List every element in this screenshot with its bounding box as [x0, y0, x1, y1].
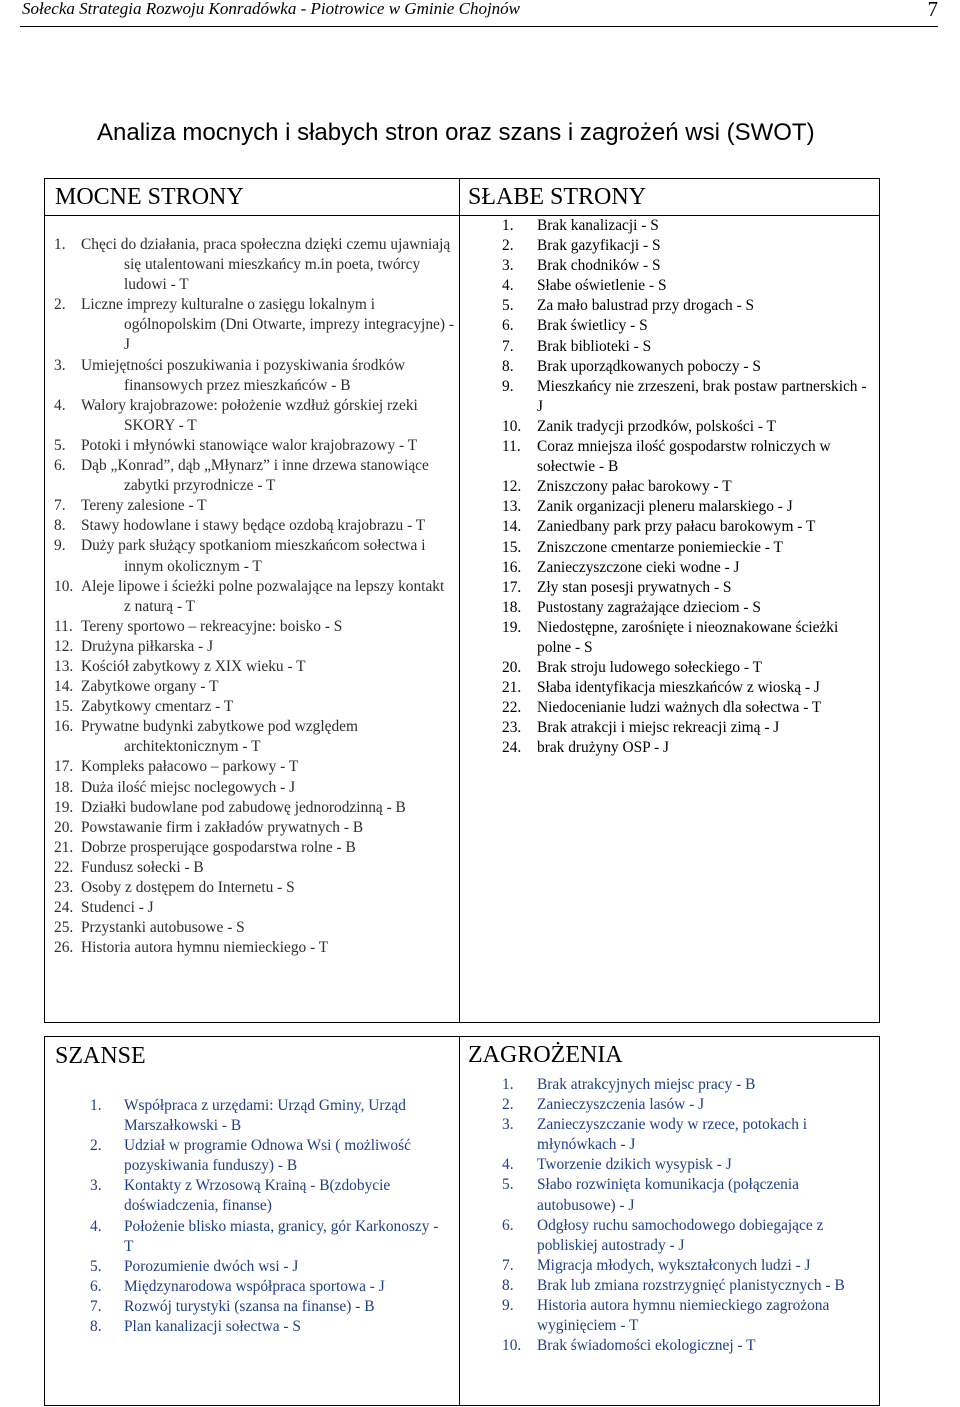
list-item [502, 658, 872, 678]
list-item [54, 798, 454, 818]
list-item-number: 1. [90, 1097, 102, 1114]
list-item-text: Powstawanie firm i zakładów prywatnych - B [81, 818, 364, 836]
list-item-text: Odgłosy ruchu samochodowego dobiegające z pobliskiej autostrady - J [537, 1216, 824, 1254]
list-item-number: 6. [54, 457, 66, 475]
list-item [90, 1217, 450, 1257]
list-item-number: 5. [502, 297, 514, 315]
list-item [502, 698, 872, 718]
list-item-text: Tereny sportowo – rekreacyjne: boisko - S [81, 617, 343, 635]
list-item [502, 558, 872, 578]
list-item [54, 235, 454, 295]
list-item-number: 23. [54, 879, 74, 896]
list-item-number: 14. [502, 518, 522, 536]
list-item [54, 456, 454, 496]
list-item-text: Brak uporządkowanych poboczy - S [537, 357, 761, 375]
list-item [54, 818, 454, 838]
list-item-number: 10. [502, 417, 522, 435]
list-item-text: Zabytkowe organy - T [81, 678, 219, 696]
list-item-text: Mieszkańcy nie zrzeszeni, brak postaw partnerskich - J [537, 377, 867, 415]
list-item [90, 1176, 450, 1216]
list-item-text: Niedocenianie ludzi ważnych dla sołectwa - T [537, 699, 822, 717]
list-item [502, 578, 872, 598]
list-item-number: 12. [502, 478, 522, 496]
list-item-text: Brak biblioteki - S [537, 337, 652, 355]
list-item-number: 17. [502, 578, 522, 596]
list-item [54, 717, 454, 757]
list-item [54, 697, 454, 717]
list-item [502, 417, 872, 437]
list-item-text: Coraz mniejsza ilość gospodarstw rolniczych w sołectwie - B [537, 438, 831, 476]
strengths-divider [45, 215, 459, 216]
opportunities-list [90, 1096, 450, 1337]
list-item-text: Zniszczone cmentarze poniemieckie - T [537, 538, 783, 556]
list-item [54, 295, 454, 355]
list-item [502, 236, 872, 256]
list-item-text: Zanik tradycji przodków, polskości - T [537, 417, 776, 435]
list-item-number: 26. [54, 939, 74, 957]
list-item-number: 7. [502, 1256, 514, 1274]
list-item-number: 6. [502, 317, 514, 335]
list-item-text: Przystanki autobusowe - S [81, 919, 245, 937]
list-item [502, 437, 872, 477]
opportunities-box [44, 1036, 460, 1406]
list-item-number: 15. [502, 538, 522, 556]
list-item-number: 8. [502, 1276, 514, 1294]
list-item [54, 396, 454, 436]
list-item-number: 7. [90, 1297, 102, 1315]
list-item-number: 13. [502, 498, 522, 516]
list-item [502, 256, 872, 276]
list-item-text: Słabe oświetlenie - S [537, 277, 667, 295]
list-item-text: Umiejętności poszukiwania i pozyskiwania środków finansowych przez mieszkańców - B [81, 356, 405, 394]
list-item-number: 2. [90, 1137, 102, 1155]
list-item-number: 3. [502, 257, 514, 275]
list-item-text: Kościół zabytkowy z XIX wieku - T [81, 657, 306, 675]
list-item-number: 5. [90, 1257, 102, 1275]
list-item-text: Położenie blisko miasta, granicy, gór Karkonoszy - T [124, 1217, 439, 1255]
list-item-text: Aleje lipowe i ścieżki polne pozwalające na lepszy kontakt z naturą - T [81, 577, 445, 615]
list-item [54, 657, 454, 677]
list-item-text: Pustostany zagrażające dzieciom - S [537, 598, 761, 616]
page-title: Analiza mocnych i słabych stron oraz szans i zagrożeń wsi (SWOT) [97, 119, 815, 146]
list-item-text: Brak atrakcyjnych miejsc pracy - B [537, 1076, 756, 1093]
list-item-number: 14. [54, 678, 74, 696]
list-item-number: 9. [502, 377, 514, 395]
list-item-text: Udział w programie Odnowa Wsi ( możliwość pozyskiwania funduszy) - B [124, 1137, 411, 1175]
list-item-text: Brak chodników - S [537, 257, 661, 275]
list-item-number: 16. [502, 558, 522, 576]
list-item-number: 9. [54, 537, 66, 555]
list-item [502, 316, 872, 336]
list-item-text: Historia autora hymnu niemieckiego zagrożona wyginięciem - T [537, 1297, 830, 1335]
header-title: Sołecka Strategia Rozwoju Konradówka - Piotrowice w Gminie Chojnów [22, 0, 521, 18]
weaknesses-box [459, 178, 880, 1023]
list-item-number: 17. [54, 758, 74, 776]
list-item-text: Zanieczyszczone cieki wodne - J [537, 558, 740, 576]
list-item [502, 276, 872, 296]
list-item-number: 23. [502, 719, 522, 737]
list-item-text: Działki budowlane pod zabudowę jednorodzinną - B [81, 798, 406, 816]
list-item-number: 10. [502, 1337, 522, 1355]
list-item-text: Rozwój turystyki (szansa na finanse) - B [124, 1297, 375, 1315]
list-item [54, 878, 454, 898]
list-item-text: Drużyna piłkarska - J [81, 637, 214, 655]
strengths-box [44, 178, 460, 1023]
list-item-number: 5. [54, 436, 66, 454]
list-item [502, 517, 872, 537]
list-item [502, 618, 872, 658]
list-item-text: Słaba identyfikacja mieszkańców z wioską - J [537, 679, 820, 697]
list-item [502, 1296, 872, 1336]
list-item-number: 1. [502, 1076, 514, 1093]
list-item-text: Zły stan posesji prywatnych - S [537, 578, 732, 596]
list-item-text: Niedostępne, zarośnięte i nieoznakowane ścieżki polne - S [537, 618, 839, 656]
list-item-text: Historia autora hymnu niemieckiego - T [81, 939, 329, 957]
list-item-text: Dąb „Konrad”, dąb „Młynarz” i inne drzewa stanowiące zabytki przyrodnicze - T [81, 457, 429, 495]
list-item-number: 3. [54, 356, 66, 374]
list-item [502, 538, 872, 558]
list-item-number: 25. [54, 919, 74, 937]
list-item-number: 12. [54, 637, 74, 655]
list-item-text: Fundusz sołecki - B [81, 858, 204, 876]
strengths-heading: MOCNE STRONY [55, 184, 244, 210]
list-item [502, 216, 872, 236]
list-item [90, 1136, 450, 1176]
list-item [502, 1155, 872, 1175]
list-item-number: 19. [502, 618, 522, 636]
list-item-number: 21. [502, 679, 522, 697]
list-item-text: Międzynarodowa współpraca sportowa - J [124, 1277, 385, 1295]
list-item-text: Chęci do działania, praca społeczna dzięki czemu ujawniają się utalentowani mieszkańcy m.in poeta, twórcy ludowi - T [81, 236, 451, 294]
list-item [502, 1075, 872, 1095]
list-item-text: Zniszczony pałac barokowy - T [537, 478, 732, 496]
list-item-text: Brak atrakcji i miejsc rekreacji zimą - J [537, 719, 780, 737]
list-item [502, 738, 872, 758]
opportunities-heading: SZANSE [55, 1043, 146, 1069]
threats-list [502, 1075, 872, 1356]
list-item-text: Słabo rozwinięta komunikacja (połączenia autobusowe) - J [537, 1176, 799, 1214]
list-item-number: 4. [502, 1156, 514, 1174]
weaknesses-list [502, 216, 872, 759]
list-item [54, 677, 454, 697]
list-item [502, 1256, 872, 1276]
page-number: 7 [927, 0, 938, 21]
list-item [502, 377, 872, 417]
list-item [90, 1096, 450, 1136]
list-item [54, 356, 454, 396]
header-rule [20, 26, 938, 27]
list-item [502, 337, 872, 357]
list-item-number: 5. [502, 1176, 514, 1194]
list-item-number: 8. [90, 1318, 102, 1336]
list-item-number: 8. [502, 357, 514, 375]
list-item-number: 8. [54, 517, 66, 535]
list-item [90, 1257, 450, 1277]
list-item-number: 20. [502, 659, 522, 677]
list-item-text: Kontakty z Wrzosową Krainą - B(zdobycie doświadczenia, finanse) [124, 1177, 391, 1215]
list-item-number: 1. [54, 236, 66, 253]
list-item-number: 15. [54, 698, 74, 716]
list-item-number: 11. [54, 617, 73, 635]
list-item-text: Osoby z dostępem do Internetu - S [81, 879, 295, 896]
list-item-text: Walory krajobrazowe: położenie wzdłuż górskiej rzeki SKORY - T [81, 396, 418, 434]
list-item [502, 1336, 872, 1356]
list-item-text: Kompleks pałacowo – parkowy - T [81, 758, 299, 776]
list-item [90, 1297, 450, 1317]
list-item [502, 1216, 872, 1256]
list-item-text: Zanieczyszczanie wody w rzece, potokach i młynówkach - J [537, 1116, 808, 1154]
list-item-text: Stawy hodowlane i stawy będące ozdobą krajobrazu - T [81, 517, 426, 535]
list-item-number: 7. [502, 337, 514, 355]
list-item-number: 10. [54, 577, 74, 595]
list-item-text: brak drużyny OSP - J [537, 739, 669, 757]
list-item [54, 637, 454, 657]
list-item-number: 22. [54, 858, 74, 876]
list-item-number: 6. [502, 1216, 514, 1234]
list-item [502, 598, 872, 618]
list-item [54, 938, 454, 958]
list-item [90, 1317, 450, 1337]
list-item-text: Liczne imprezy kulturalne o zasięgu lokalnym i ogólnopolskim (Dni Otwarte, imprezy integracyjne) - J [81, 296, 454, 354]
list-item-number: 7. [54, 497, 66, 515]
list-item-text: Potoki i młynówki stanowiące walor krajobrazowy - T [81, 436, 418, 454]
list-item-text: Duża ilość miejsc noclegowych - J [81, 778, 296, 796]
list-item [54, 838, 454, 858]
list-item-text: Zaniedbany park przy pałacu barokowym - T [537, 518, 816, 536]
list-item [502, 718, 872, 738]
list-item-number: 9. [502, 1297, 514, 1315]
list-item [502, 1175, 872, 1215]
list-item-number: 22. [502, 699, 522, 717]
list-item [54, 577, 454, 617]
list-item-text: Brak gazyfikacji - S [537, 237, 661, 255]
list-item-text: Brak świetlicy - S [537, 317, 648, 335]
list-item-text: Tworzenie dzikich wysypisk - J [537, 1156, 732, 1174]
list-item-number: 2. [54, 296, 66, 314]
list-item [54, 536, 454, 576]
list-item [502, 357, 872, 377]
list-item-text: Zanik organizacji pleneru malarskiego - J [537, 498, 793, 516]
list-item-number: 4. [502, 277, 514, 295]
list-item-number: 18. [54, 778, 74, 796]
threats-heading: ZAGROŻENIA [468, 1042, 623, 1068]
list-item-number: 20. [54, 818, 74, 836]
list-item-text: Współpraca z urzędami: Urząd Gminy, Urząd Marszałkowski - B [124, 1097, 406, 1135]
list-item-number: 3. [502, 1116, 514, 1134]
list-item [54, 496, 454, 516]
list-item [502, 477, 872, 497]
threats-box [459, 1036, 880, 1406]
list-item [54, 436, 454, 456]
list-item-text: Plan kanalizacji sołectwa - S [124, 1318, 301, 1336]
list-item-text: Prywatne budynki zabytkowe pod względem architektonicznym - T [81, 718, 358, 756]
page-header [22, 0, 938, 26]
list-item [54, 918, 454, 938]
list-item [54, 617, 454, 637]
list-item [54, 757, 454, 777]
list-item-number: 16. [54, 718, 74, 736]
weaknesses-heading: SŁABE STRONY [468, 184, 647, 210]
list-item-text: Za mało balustrad przy drogach - S [537, 297, 755, 315]
list-item-number: 2. [502, 1096, 514, 1114]
list-item-text: Studenci - J [81, 899, 154, 917]
list-item-number: 11. [502, 438, 521, 456]
list-item-text: Zanieczyszczenia lasów - J [537, 1096, 705, 1114]
list-item [502, 1115, 872, 1155]
list-item [90, 1277, 450, 1297]
list-item-number: 13. [54, 657, 74, 675]
list-item-text: Brak lub zmiana rozstrzygnięć planistycznych - B [537, 1276, 845, 1294]
list-item-number: 1. [502, 217, 514, 234]
list-item-text: Duży park służący spotkaniom mieszkańcom sołectwa i innym okolicznym - T [81, 537, 426, 575]
list-item-number: 6. [90, 1277, 102, 1295]
list-item-text: Tereny zalesione - T [81, 497, 207, 515]
list-item [54, 516, 454, 536]
list-item [502, 678, 872, 698]
list-item-number: 21. [54, 838, 74, 856]
list-item-text: Brak kanalizacji - S [537, 217, 659, 234]
list-item-number: 24. [54, 899, 74, 917]
list-item-text: Dobrze prosperujące gospodarstwa rolne - B [81, 838, 356, 856]
list-item [54, 778, 454, 798]
list-item-text: Zabytkowy cmentarz - T [81, 698, 234, 716]
list-item [502, 497, 872, 517]
list-item-number: 3. [90, 1177, 102, 1195]
list-item-number: 2. [502, 237, 514, 255]
list-item-number: 4. [90, 1217, 102, 1235]
list-item-number: 18. [502, 598, 522, 616]
list-item [502, 1276, 872, 1296]
list-item-text: Brak świadomości ekologicznej - T [537, 1337, 756, 1355]
list-item [502, 1095, 872, 1115]
list-item-text: Brak stroju ludowego sołeckiego - T [537, 659, 762, 677]
list-item-text: Migracja młodych, wykształconych ludzi - J [537, 1256, 811, 1274]
list-item-number: 24. [502, 739, 522, 757]
list-item-number: 19. [54, 798, 74, 816]
strengths-list [54, 235, 454, 958]
list-item [54, 898, 454, 918]
list-item-number: 4. [54, 396, 66, 414]
list-item-text: Porozumienie dwóch wsi - J [124, 1257, 299, 1275]
list-item [502, 296, 872, 316]
list-item [54, 858, 454, 878]
